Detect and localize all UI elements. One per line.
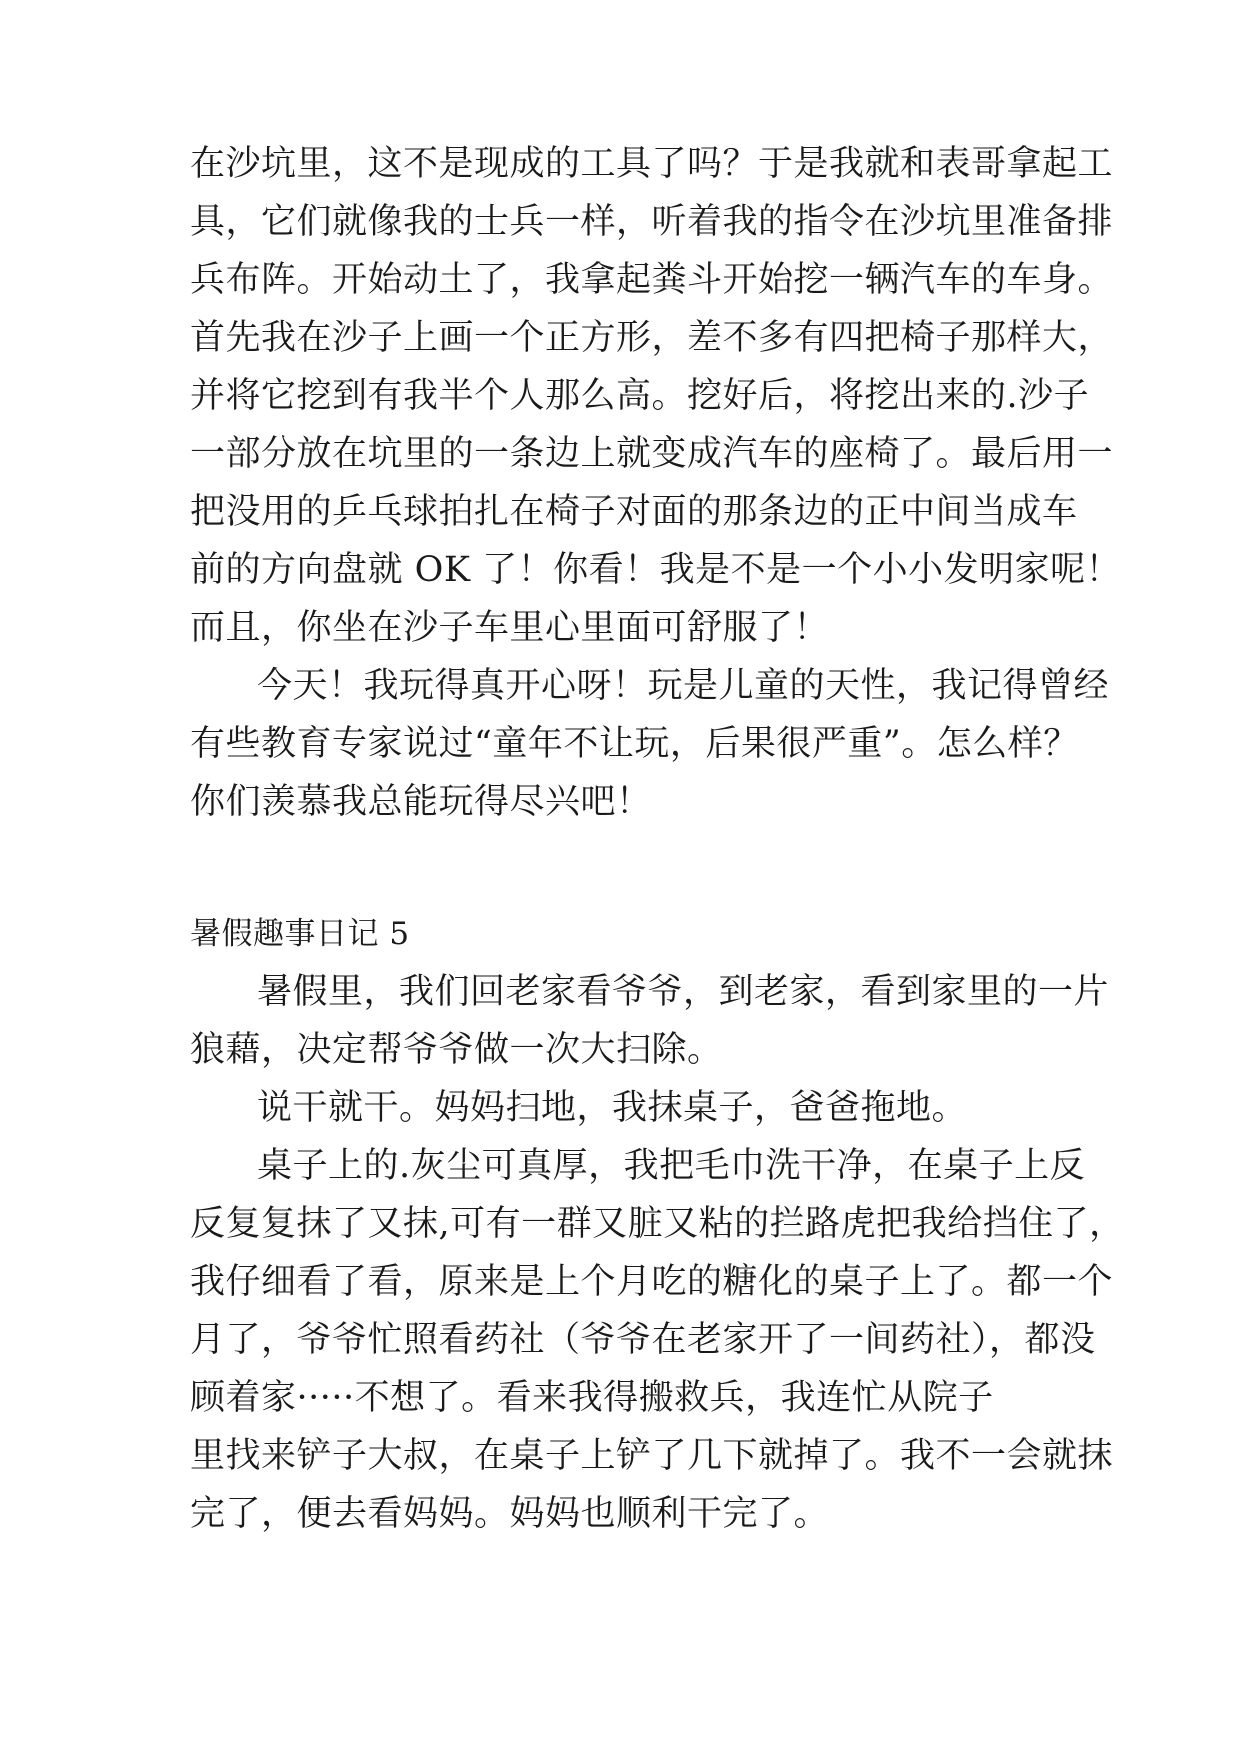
text-line: 今天！我玩得真开心呀！玩是儿童的天性，我记得曾经	[257, 666, 1110, 706]
text-line: 说干就干。妈妈扫地，我抹桌子，爸爸拖地。	[257, 1088, 968, 1128]
text-line: 有些教育专家说过“童年不让玩，后果很严重”。怎么样？	[190, 724, 1079, 764]
text-line: 桌子上的.灰尘可真厚，我把毛巾洗干净，在桌子上反	[257, 1146, 1086, 1186]
text-line: 暑假里，我们回老家看爷爷，到老家，看到家里的一片	[257, 972, 1110, 1012]
text-line: 我仔细看了看，原来是上个月吃的糖化的桌子上了。都一个	[190, 1262, 1114, 1302]
text-line: 月了，爷爷忙照看药社（爷爷在老家开了一间药社），都没	[190, 1320, 1096, 1360]
text-line: 一部分放在坑里的一条边上就变成汽车的座椅了。最后用一	[190, 434, 1114, 474]
text-line: 完了，便去看妈妈。妈妈也顺利干完了。	[190, 1494, 830, 1534]
text-line: 把没用的乒乓球拍扎在椅子对面的那条边的正中间当成车	[190, 492, 1078, 532]
text-line: 顾着家·····不想了。看来我得搬救兵，我连忙从院子	[190, 1378, 994, 1418]
text-line: 而且，你坐在沙子车里心里面可舒服了！	[190, 608, 830, 648]
text-line: 狼藉，决定帮爷爷做一次大扫除。	[190, 1030, 723, 1070]
text-line: 兵布阵。开始动土了，我拿起粪斗开始挖一辆汽车的车身。	[190, 260, 1114, 300]
text-line: 反复复抹了又抹,可有一群又脏又粘的拦路虎把我给挡住了，	[190, 1204, 1125, 1244]
text-line: 首先我在沙子上画一个正方形，差不多有四把椅子那样大，	[190, 318, 1114, 358]
text-line: 里找来铲子大叔，在桌子上铲了几下就掉了。我不一会就抹	[190, 1436, 1114, 1476]
section-title: 暑假趣事日记 5	[190, 916, 410, 952]
text-line: 具，它们就像我的士兵一样，听着我的指令在沙坑里准备排	[190, 202, 1114, 242]
text-line: 前的方向盘就 OK 了！你看！我是不是一个小小发明家呢！	[190, 550, 1122, 590]
text-line: 在沙坑里，这不是现成的工具了吗？于是我就和表哥拿起工	[190, 144, 1114, 184]
text-line: 你们羡慕我总能玩得尽兴吧！	[190, 782, 652, 822]
text-line: 并将它挖到有我半个人那么高。挖好后，将挖出来的.沙子	[190, 376, 1090, 416]
